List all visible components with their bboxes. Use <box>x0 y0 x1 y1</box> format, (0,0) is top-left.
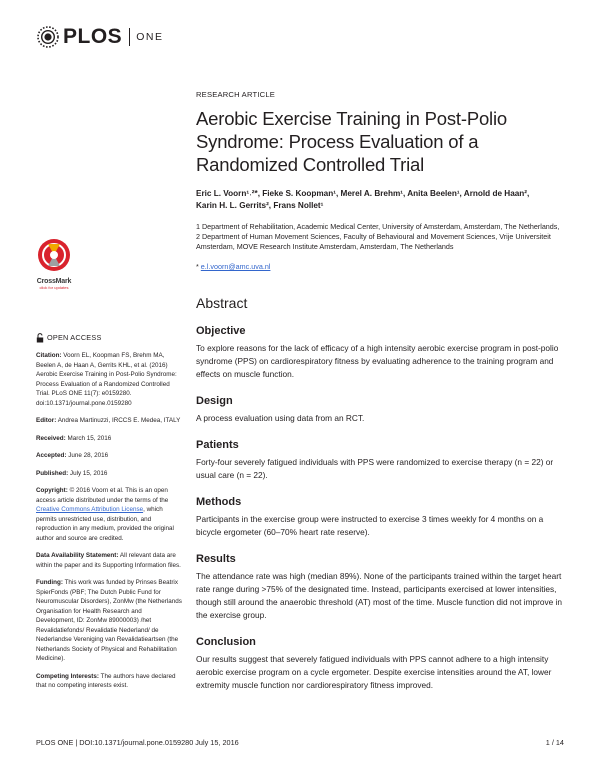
author-list: Eric L. Voorn¹˒²*, Fieke S. Koopman¹, Merel A. Brehm¹, Anita Beelen¹, Arnold de Haan², Karin H. L. Gerrits², Frans Nollet¹ <box>196 189 530 210</box>
abstract-section-patients <box>196 439 564 482</box>
crossmark-badge[interactable] <box>32 238 76 290</box>
published-block: Published: July 15, 2016 <box>36 469 108 477</box>
section-heading: Conclusion <box>196 636 256 648</box>
section-heading: Objective <box>196 325 246 337</box>
abstract-section-conclusion <box>196 636 564 692</box>
crossmark-subtitle: click for updates <box>39 285 69 290</box>
section-heading: Results <box>196 553 236 565</box>
article-main <box>196 90 564 692</box>
accepted-block: Accepted: June 28, 2016 <box>36 452 109 459</box>
section-heading: Patients <box>196 439 239 451</box>
page-number: 1 / 14 <box>545 738 564 747</box>
section-text: The attendance rate was high (median 89%). None of the participants trained within the target heart rate range during >75% of the designated time. Instead, participants exercised at lower intensities, though still around the anaerobic threshold (AT) most of the time. Muscle function did not improve in the exercise group. <box>196 571 563 620</box>
article-title: Aerobic Exercise Training in Post-Polio Syndrome: Process Evaluation of a Randomized Controlled Trial <box>196 108 507 175</box>
section-text: A process evaluation using data from an RCT. <box>196 413 365 423</box>
crossmark-label: CrossMark <box>36 278 72 285</box>
email-link[interactable]: e.l.voorn@amc.uva.nl <box>200 262 271 271</box>
abstract-section-objective <box>196 325 564 381</box>
section-text: Participants in the exercise group were instructed to exercise 3 times weekly for 4 months on a bicycle ergometer (60–70% heart rate reserve). <box>196 514 544 537</box>
logo-divider <box>129 28 130 46</box>
open-access-label: OPEN ACCESS <box>47 333 102 343</box>
section-heading: Design <box>196 395 233 407</box>
section-text: Forty-four severely fatigued individuals with PPS were randomized to exercise therapy (n = 22) or usual care (n = 22). <box>196 457 554 480</box>
section-text: Our results suggest that severely fatigued individuals with PPS cannot adhere to a high intensity aerobic exercise program on a cycle ergometer. Despite exercise intensities around the AT, lower extremity muscle function nor cardiorespiratory fitness improved. <box>196 654 552 690</box>
cc-license-link[interactable]: Creative Commons Attribution License <box>36 506 144 513</box>
article-info-sidebar <box>36 333 182 699</box>
copyright-block: Copyright: © 2016 Voorn et al. This is an open access article distributed under the terms of the Creative Commons Attribution License, which permits unrestricted use, distribution, and reproduction in any medium, provided the original author and source are credited. <box>36 487 174 542</box>
abstract-section-results <box>196 553 564 622</box>
abstract-heading: Abstract <box>196 295 248 311</box>
crossmark-icon <box>37 238 71 272</box>
competing-interests-block: Competing Interests: The authors have declared that no competing interests exist. <box>36 672 176 689</box>
article-type: RESEARCH ARTICLE <box>196 90 276 99</box>
received-block: Received: March 15, 2016 <box>36 434 112 442</box>
data-availability-block: Data Availability Statement: All relevant data are within the paper and its Supporting Information files. <box>36 552 181 569</box>
plos-wordmark: PLOS <box>63 25 123 48</box>
citation-block: Citation: Voorn EL, Koopman FS, Brehm MA, Beelen A, de Haan A, Gerrits KHL, et al. (2016) Aerobic Exercise Training in Post-Polio Syndrome: Process Evaluation of a Randomized Controlled Trial. PLoS ONE 11(7): e0159280. doi:10.1371/journal.pone.0159280 <box>36 352 177 407</box>
journal-name: ONE <box>136 31 164 43</box>
affiliations: 1 Department of Rehabilitation, Academic Medical Center, University of Amsterdam, Amsterdam, The Netherlands, 2 Department of Human Movement Sciences, Faculty of Behavioural and Movement Sciences, Vrije Universiteit Amsterdam, MOVE Research Institute Amsterdam, Amsterdam, The Netherlands <box>196 222 560 251</box>
corresponding-email: * e.l.voorn@amc.uva.nl <box>196 262 271 271</box>
open-lock-icon <box>36 333 44 343</box>
plos-one-logo[interactable] <box>36 24 163 50</box>
section-heading: Methods <box>196 496 242 508</box>
section-text: To explore reasons for the lack of efficacy of a high intensity aerobic exercise program in post-polio syndrome (PPS) on cardiorespiratory fitness by evaluating adherence to the training program and effects on muscle function. <box>196 343 559 379</box>
funding-block: Funding: This work was funded by Prinses Beatrix SpierFonds (PBF; The Dutch Public Fund for Neuromuscular Disorders), ZonMw (the Netherlands Organisation for Health Research and Development, ID: ZonMw 89000003) /het Revalidatiefonds/ Revalidatie Nederland/ de Nederlandse Vereniging van Revalidatieartsen (the Netherlands Society of Physical and Rehabilitation Medicine). <box>36 579 182 662</box>
open-access-badge <box>36 333 182 343</box>
abstract-section-design <box>196 395 564 425</box>
editor-block: Editor: Andrea Martinuzzi, IRCCS E. Medea, ITALY <box>36 417 181 424</box>
footer-citation: PLOS ONE | DOI:10.1371/journal.pone.0159280 July 15, 2016 <box>36 738 239 747</box>
abstract-section-methods <box>196 496 564 539</box>
plos-dots-logo-icon <box>36 25 60 49</box>
